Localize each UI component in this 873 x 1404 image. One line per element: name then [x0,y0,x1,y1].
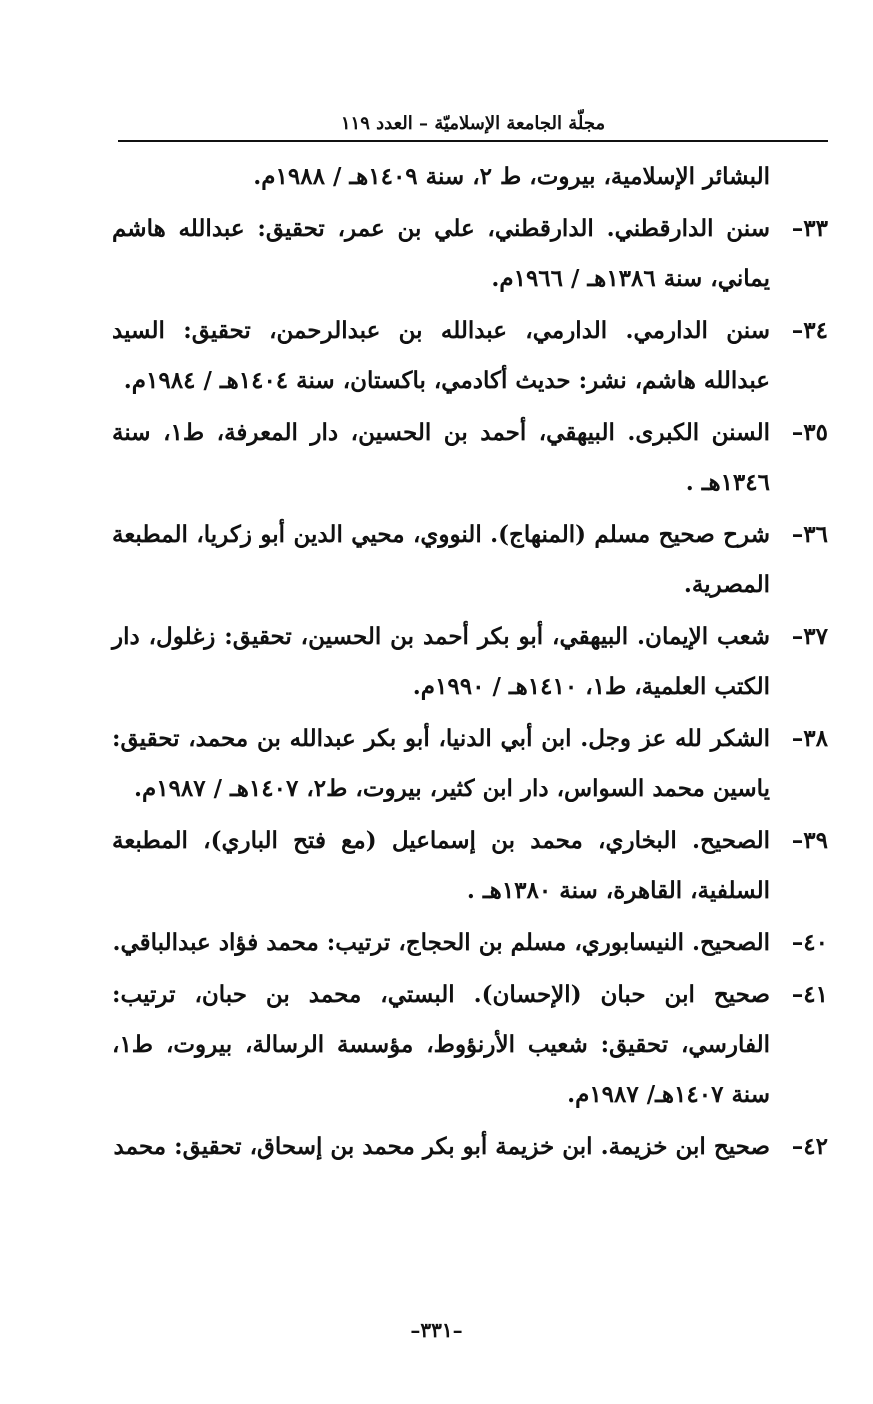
entry-text: البشائر الإسلامية، بيروت، ط ٢، سنة ١٤٠٩هـ / ١٩٨٨م. [253,163,770,190]
entry-number: ٤٠– [791,929,828,956]
entry-text: شرح صحيح مسلم (المنهاج). النووي، محيي الدين أبو زكريا، المطبعة المصرية. [112,521,770,598]
bibliography-entry-34 [112,306,828,406]
running-header: مجلّة الجامعة الإسلاميّة – العدد ١١٩ [340,113,606,134]
bibliography-entry-40 [112,918,828,968]
entry-number: ٣٦– [791,521,828,548]
bibliography-entry-continuation [112,152,828,202]
entry-number: ٤٢– [791,1133,828,1160]
entry-text: الصحيح. النيسابوري، مسلم بن الحجاج، ترتيب: محمد فؤاد عبدالباقي. [112,929,770,956]
entry-text: صحيح ابن خزيمة. ابن خزيمة أبو بكر محمد بن إسحاق، تحقيق: محمد [113,1133,770,1160]
entry-number: ٣٧– [791,623,828,650]
entry-number: ٤١– [791,981,828,1008]
entry-text: الشكر لله عز وجل. ابن أبي الدنيا، أبو بكر عبدالله بن محمد، تحقيق: ياسين محمد السواس، دار ابن كثير، بيروت، ط٢، ١٤٠٧هـ / ١٩٨٧م. [112,725,770,802]
entry-number: ٣٨– [791,725,828,752]
entry-number: ٣٣– [791,215,828,242]
page-number: –٣٣١– [410,1318,463,1342]
bibliography-entry-35 [112,408,828,508]
entry-text: صحيح ابن حبان (الإحسان). البستي، محمد بن حبان، ترتيب: الفارسي، تحقيق: شعيب الأرنؤوط، مؤسسة الرسالة، بيروت، ط١، سنة ١٤٠٧هـ/ ١٩٨٧م. [112,981,770,1108]
bibliography-entry-42 [112,1122,828,1172]
header-rule [118,140,828,142]
bibliography-entry-41 [112,970,828,1120]
bibliography-entry-38 [112,714,828,814]
bibliography-entry-36 [112,510,828,610]
entry-text: شعب الإيمان. البيهقي، أبو بكر أحمد بن الحسين، تحقيق: زغلول، دار الكتب العلمية، ط١، ١٤١٠هـ / ١٩٩٠م. [112,623,770,700]
bibliography-entry-37 [112,612,828,712]
entry-text: الصحيح. البخاري، محمد بن إسماعيل (مع فتح الباري)، المطبعة السلفية، القاهرة، سنة ١٣٨٠هـ . [112,827,770,904]
entry-text: سنن الدارقطني. الدارقطني، علي بن عمر، تحقيق: عبدالله هاشم يماني، سنة ١٣٨٦هـ / ١٩٦٦م. [112,215,770,292]
bibliography-entry-39 [112,816,828,916]
bibliography-entry-33 [112,204,828,304]
entry-number: ٣٩– [791,827,828,854]
entry-number: ٣٤– [791,317,828,344]
entry-text: سنن الدارمي. الدارمي، عبدالله بن عبدالرحمن، تحقيق: السيد عبدالله هاشم، نشر: حديث أكادمي، باكستان، سنة ١٤٠٤هـ / ١٩٨٤م. [112,317,770,394]
entry-text: السنن الكبرى. البيهقي، أحمد بن الحسين، دار المعرفة، ط١، سنة ١٣٤٦هـ . [112,419,770,496]
bibliography-list [112,152,828,1174]
entry-number: ٣٥– [791,419,828,446]
